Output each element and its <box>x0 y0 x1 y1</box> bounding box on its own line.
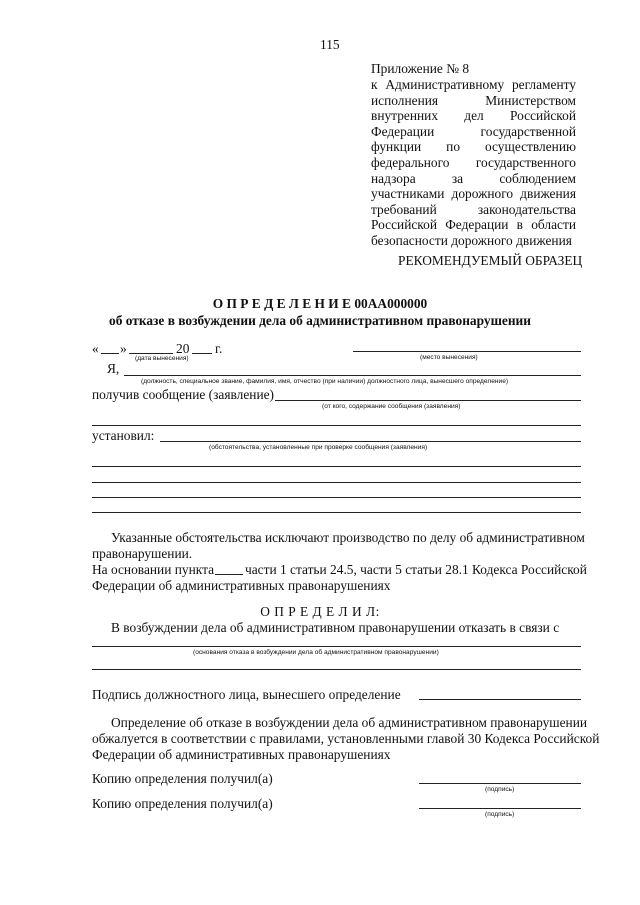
copy-received-label: Копию определения получил(а) <box>92 796 273 811</box>
year-field[interactable] <box>192 353 212 354</box>
copy-signature-field[interactable] <box>419 808 581 809</box>
appendix-line: требований законодательства <box>371 201 576 217</box>
refusal-reason-line[interactable] <box>92 669 581 670</box>
signature-label: Подпись должностного лица, вынесшего определение <box>92 687 401 702</box>
established-caption: (обстоятельства, установленные при проверке сообщения (заявления) <box>209 444 428 451</box>
refusal-reason-field[interactable] <box>92 646 581 647</box>
established-field[interactable] <box>160 441 581 442</box>
received-caption: (от кого, содержание сообщения (заявления) <box>322 403 461 410</box>
appendix-line: надзора за соблюдением <box>371 170 576 186</box>
year-prefix: 20 <box>176 341 190 356</box>
decided-title: О П Р Е Д Е Л И Л: <box>260 604 380 619</box>
day-field[interactable] <box>101 353 119 354</box>
established-line[interactable] <box>92 466 581 467</box>
clause-field[interactable] <box>215 574 243 575</box>
decided-text: В возбуждении дела об административном правонарушении отказать в связи с <box>111 620 560 635</box>
established-label: установил: <box>92 428 155 443</box>
appeal-text: Федерации об административных правонарушениях <box>92 747 391 762</box>
document-subtitle: об отказе в возбуждении дела об административном правонарушении <box>109 313 531 328</box>
place-caption: (место вынесения) <box>420 354 478 361</box>
sample-label: РЕКОМЕНДУЕМЫЙ ОБРАЗЕЦ <box>398 253 583 268</box>
official-caption: (должность, специальное звание, фамилия, имя, отчество (при наличии) должностного лица, вынесшего определение) <box>141 378 509 385</box>
legal-basis-text: На основании пункта <box>92 562 215 577</box>
legal-basis-text: части 1 статьи 24.5, части 5 статьи 28.1 Кодекса Российской <box>245 562 587 577</box>
copy-signature-caption: (подпись) <box>485 786 515 793</box>
appendix-line: внутренних дел Российской <box>371 108 576 124</box>
copy-signature-caption: (подпись) <box>485 811 515 818</box>
legal-basis-text: Федерации об административных правонарушениях <box>92 578 391 593</box>
circumstances-text: правонарушении. <box>92 546 193 561</box>
appendix-line: исполнения Министерством <box>371 92 576 108</box>
appendix-text <box>371 77 576 249</box>
date-close-quote: » <box>120 341 127 356</box>
place-field[interactable] <box>353 351 581 352</box>
month-field[interactable] <box>129 353 173 354</box>
appendix-title: Приложение № 8 <box>371 61 470 76</box>
appendix-line: безопасности дорожного движения <box>371 232 572 248</box>
circumstances-text: Указанные обстоятельства исключают производство по делу об административном <box>111 530 585 545</box>
appeal-text: обжалуется в соответствии с правилами, установленными главой 30 Кодекса Российской <box>92 731 600 746</box>
appendix-line: функции по осуществлению <box>371 139 576 155</box>
official-pronoun: Я, <box>107 361 120 376</box>
copy-received-label: Копию определения получил(а) <box>92 771 273 786</box>
established-line[interactable] <box>92 482 581 483</box>
received-label: получив сообщение (заявление) <box>92 387 275 402</box>
appendix-line: участниками дорожного движения <box>371 186 576 202</box>
appendix-line: Федерации государственной <box>371 123 576 139</box>
year-suffix: г. <box>215 341 223 356</box>
refusal-reason-caption: (основания отказа в возбуждении дела об административном правонарушении) <box>193 649 439 656</box>
appeal-text: Определение об отказе в возбуждении дела об административном правонарушении <box>111 715 588 730</box>
received-field-extra[interactable] <box>92 425 581 426</box>
date-open-quote: « <box>92 341 99 356</box>
appendix-line: Российской Федерации в области <box>371 217 576 233</box>
established-line[interactable] <box>92 497 581 498</box>
page-number: 115 <box>320 37 340 52</box>
copy-signature-field[interactable] <box>419 783 581 784</box>
appendix-line: к Административному регламенту <box>371 77 576 92</box>
document-title: О П Р Е Д Е Л Е Н И Е 00АА000000 <box>212 296 428 311</box>
official-field[interactable] <box>124 375 581 376</box>
appendix-line: федерального государственного <box>371 154 576 170</box>
established-line[interactable] <box>92 512 581 513</box>
signature-field[interactable] <box>419 699 581 700</box>
received-field[interactable] <box>275 400 581 401</box>
date-caption: (дата вынесения) <box>135 355 189 362</box>
